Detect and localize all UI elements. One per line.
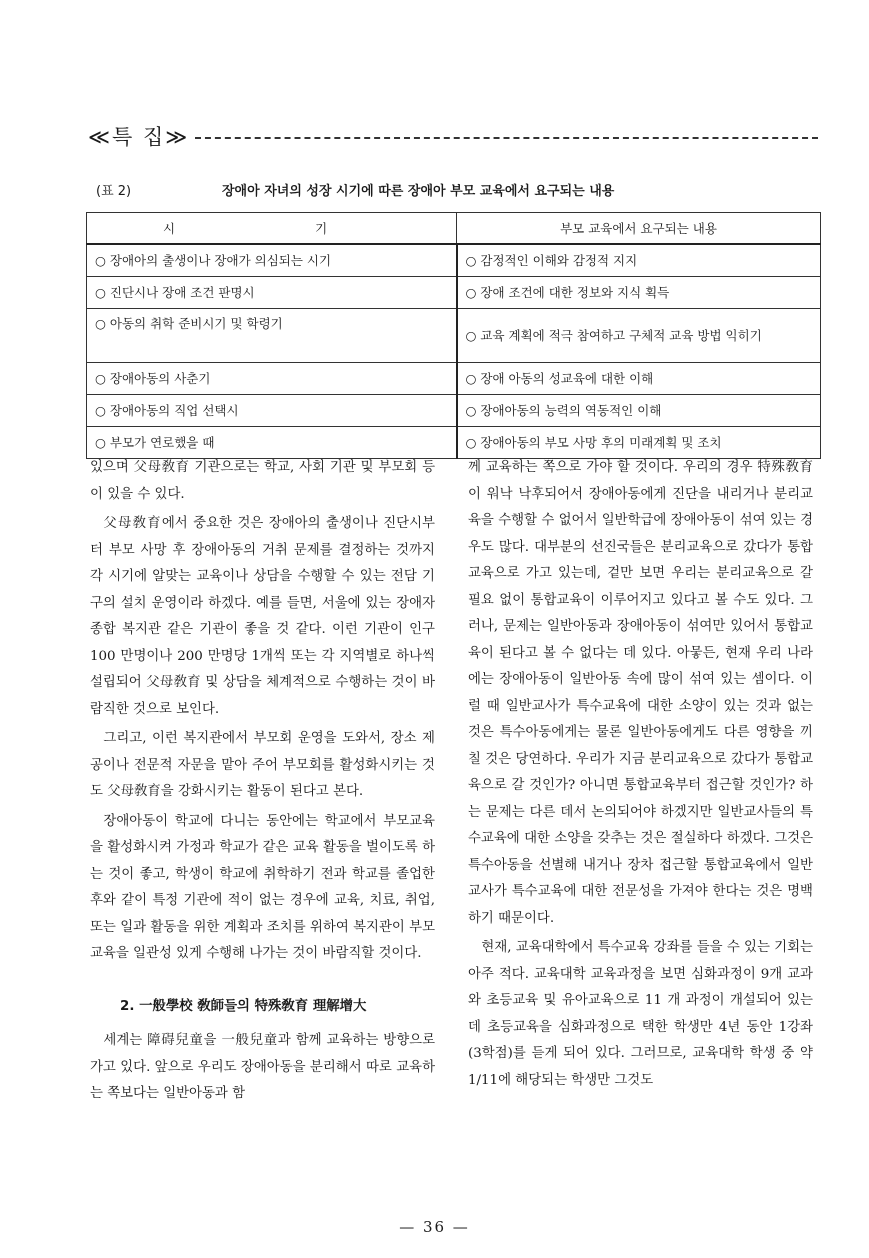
paragraph: 있으며 父母敎育 기관으로는 학교, 사회 기관 및 부모회 등이 있을 수 있다. [90,460,435,502]
header-needs: 부모 교육에서 요구되는 내용 [457,213,821,245]
table-row [87,395,821,427]
period-cell: ○ 장애아동의 사춘기 [87,363,457,395]
paragraph: 현재, 교육대학에서 특수교육 강좌를 들을 수 있는 기회는 아주 적다. 교육대학 교육과정을 보면 심화과정이 9개 교과와 초등교육 및 유아교육으로 11 개 과정이 개설되어 있는데 초등교육을 심화과정으로 택한 학생만 4년 동안 1강좌(3학점)를 듣게 되어 있다. 그러므로, 교육대학 학생 중 약 1/11에 해당되는 학생만 그것도 [468,940,813,1088]
table-title: 장애아 자녀의 성장 시기에 따른 장애아 부모 교육에서 요구되는 내용 [222,184,615,199]
period-cell: ○ 아동의 취학 준비시기 및 학령기 [87,309,457,363]
paragraph: 그리고, 이런 복지관에서 부모회 운영을 도와서, 장소 제공이나 전문적 자문을 맡아 주어 부모회를 활성화시키는 것도 父母敎育을 강화시키는 활동이 된다고 본다. [90,731,435,799]
needs-cell: ○ 장애 조건에 대한 정보와 지식 획득 [457,277,821,309]
table-caption [96,180,816,200]
header-dashed-rule [195,137,818,139]
needs-cell: ○ 장애아동의 능력의 역동적인 이해 [457,395,821,427]
needs-cell: ○ 감정적인 이해와 감정적 지지 [457,244,821,277]
paragraph: 께 교육하는 쪽으로 가야 할 것이다. 우리의 경우 特殊敎育이 워낙 낙후되어서 장애아동에게 진단을 내리거나 분리교육을 수행할 수 없어서 일반학급에 장애아동이 섞여 있는 경우도 많다. 대부분의 선진국들은 분리교육으로 갔다가 통합교육으로 가고 있는데, 겉만 보면 우리는 분리교육으로 갈 필요 없이 통합교육이 이루어지고 있다고 볼 수도 있다. 그러나, 문제는 일반아동과 장애아동이 섞여만 있어서 통합교육이 된다고 볼 수 없다는 데 있다. 아뭏든, 현재 우리 나라에는 장애아동이 일반아동 속에 많이 섞여 있는 셈이다. 이럴 때 일반교사가 특수교육에 대한 소양이 있는 것과 없는 것은 특수아동에게는 물론 일반아동에게도 다른 영향을 끼칠 것은 당연하다. 우리가 지금 분리교육으로 갔다가 통합교육으로 갈 것인가? 아니면 통합교육부터 접근할 것인가? 하는 문제는 다른 데서 논의되어야 하겠지만 일반교사들의 특수교육에 대한 소양을 갖추는 것은 절실하다 하겠다. 그것은 특수아동을 선별해 내거나 장차 접근할 통합교육에서 일반교사가 특수교육에 대한 전문성을 가져야 한다는 것은 명백하기 때문이다. [468,460,813,926]
section-header [88,122,818,150]
table-row [87,309,821,363]
table-number: (표 2) [96,184,132,199]
period-cell: ○ 장애아동의 직업 선택시 [87,395,457,427]
table-row [87,277,821,309]
needs-cell: ○ 장애아동의 부모 사망 후의 미래계획 및 조치 [457,427,821,459]
paragraph: 세계는 障碍兒童을 一般兒童과 함께 교육하는 방향으로 가고 있다. 앞으로 우리도 장애아동을 분리해서 따로 교육하는 쪽보다는 일반아동과 함 [90,1033,435,1101]
paragraph: 장애아동이 학교에 다니는 동안에는 학교에서 부모교육을 활성화시켜 가정과 학교가 같은 교육 활동을 벌이도록 하는 것이 좋고, 학생이 학교에 취학하기 전과 학교를 졸업한 후와 같이 특정 기관에 적이 없는 경우에 교육, 치료, 취업, 또는 일과 활동을 위한 계획과 조치를 위하여 복지관이 부모교육을 일관성 있게 수행해 나가는 것이 바람직할 것이다. [90,813,435,961]
section-label: ≪특 집≫ [88,125,190,149]
table-row [87,363,821,395]
needs-table [86,212,821,459]
needs-cell: ○ 장애 아동의 성교육에 대한 이해 [457,363,821,395]
paragraph: 父母敎育에서 중요한 것은 장애아의 출생이나 진단시부터 부모 사망 후 장애아동의 거취 문제를 결정하는 것까지 각 시기에 알맞는 교육이나 상담을 수행할 수 있는 전담 기구의 설치 운영이라 하겠다. 예를 들면, 서울에 있는 장애자 종합 복지관 같은 기관이 좋을 것 같다. 이런 기관이 인구 100 만명이나 200 만명당 1개씩 또는 각 지역별로 하나씩 설립되어 父母敎育 및 상담을 체계적으로 수행하는 것이 바람직한 것으로 보인다. [90,516,435,717]
right-column [468,455,813,1097]
needs-cell: ○ 교육 계획에 적극 참여하고 구체적 교육 방법 익히기 [457,309,821,363]
table-row [87,244,821,277]
period-cell: ○ 장애아의 출생이나 장애가 의심되는 시기 [87,244,457,277]
page-number: — 36 — [399,1218,470,1236]
period-cell: ○ 부모가 연로했을 때 [87,427,457,459]
table-header-row [87,213,821,245]
table-row [87,427,821,459]
header-period: 시 기 [87,213,457,245]
section-heading: 2. 一般學校 敎師들의 特殊敎育 理解增大 [120,998,367,1014]
period-cell: ○ 진단시나 장애 조건 판명시 [87,277,457,309]
left-column [90,455,435,1111]
